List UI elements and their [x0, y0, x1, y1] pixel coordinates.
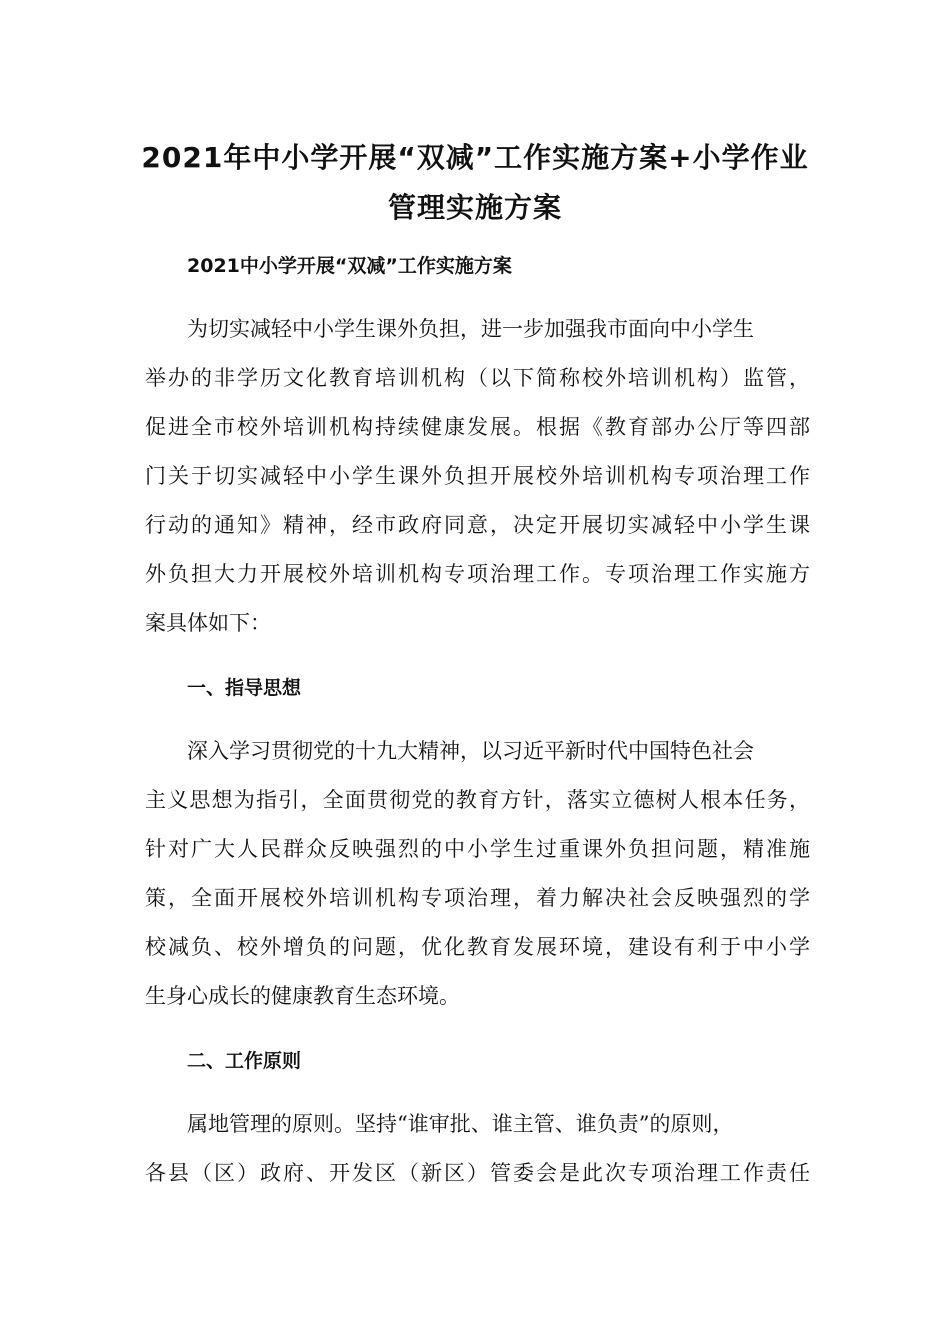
section-2-line-2: 各县（区）政府、开发区（新区）管委会是此次专项治理工作责任 [145, 1161, 810, 1185]
section-2-heading: 二、工作原则 [187, 1050, 302, 1072]
intro-line-3: 促进全市校外培训机构持续健康发展。根据《教育部办公厅等四部 [145, 415, 810, 439]
intro-line-2: 举办的非学历文化教育培训机构（以下简称校外培训机构）监管， [145, 366, 810, 390]
section-1-line-1: 深入学习贯彻党的十九大精神，以习近平新时代中国特色社会 [187, 739, 754, 763]
section-1-line-6: 生身心成长的健康教育生态环境。 [145, 984, 460, 1008]
intro-line-7: 案具体如下： [145, 611, 271, 635]
section-1-line-3: 针对广大人民群众反映强烈的中小学生过重课外负担问题，精准施 [145, 837, 810, 861]
section-1-line-5: 校减负、校外增负的问题，优化教育发展环境，建设有利于中小学 [145, 935, 810, 959]
intro-line-5: 行动的通知》精神，经市政府同意，决定开展切实减轻中小学生课 [145, 513, 810, 537]
document-title-line-1: 2021年中小学开展“双减”工作实施方案+小学作业 [141, 141, 809, 174]
section-1-line-2: 主义思想为指引，全面贯彻党的教育方针，落实立德树人根本任务， [145, 788, 810, 812]
section-subtitle: 2021中小学开展“双减”工作实施方案 [187, 255, 512, 277]
section-2-line-1: 属地管理的原则。坚持“谁审批、谁主管、谁负责”的原则， [187, 1112, 734, 1136]
section-1-line-4: 策，全面开展校外培训机构专项治理，着力解决社会反映强烈的学 [145, 886, 810, 910]
document-title-line-2: 管理实施方案 [387, 191, 562, 224]
intro-line-6: 外负担大力开展校外培训机构专项治理工作。专项治理工作实施方 [145, 562, 810, 586]
section-1-heading: 一、指导思想 [187, 677, 302, 699]
intro-line-1: 为切实减轻中小学生课外负担，进一步加强我市面向中小学生 [187, 317, 754, 341]
intro-line-4: 门关于切实减轻中小学生课外负担开展校外培训机构专项治理工作 [145, 464, 810, 488]
